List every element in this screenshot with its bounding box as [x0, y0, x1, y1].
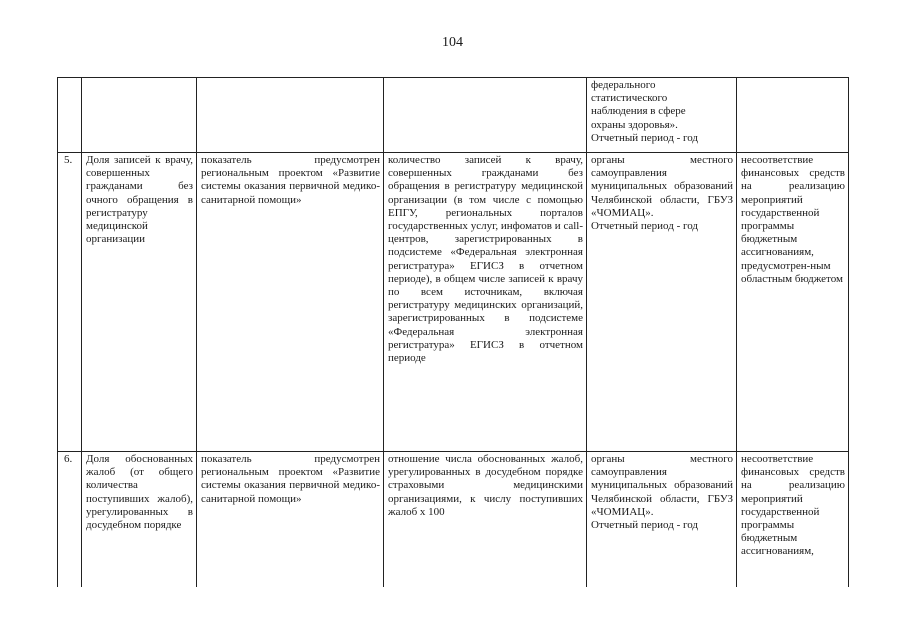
row-number-cell: 5.: [58, 153, 82, 452]
indicator-name-cell: Доля обоснованных жалоб (от общего количества поступивших жалоб), урегулированных в досудебном порядке: [82, 452, 197, 588]
table-row: [58, 78, 849, 153]
calculation-method-cell: отношение числа обоснованных жалоб, урегулированных в досудебном порядке страховыми медицинскими организациями, к числу поступивших жалоб х 100: [384, 452, 587, 588]
indicator-type-cell: [197, 78, 384, 153]
risks-cell: [737, 78, 849, 153]
risks-cell: несоответствие финансовых средств на реализацию мероприятий государственной программы бюджетным ассигнованиям,: [737, 452, 849, 588]
table-row: [58, 452, 849, 588]
indicators-table: [57, 77, 849, 587]
data-source-cell: органы местного самоуправления муниципальных образований Челябинской области, ГБУЗ «ЧОМИАЦ». Отчетный период - год: [587, 452, 737, 588]
indicator-name-cell: [82, 78, 197, 153]
calculation-method-cell: [384, 78, 587, 153]
indicator-type-cell: показатель предусмотрен региональным проектом «Развитие системы оказания первичной медико-санитарной помощи»: [197, 452, 384, 588]
risks-cell: несоответствие финансовых средств на реализацию мероприятий государственной программы бюджетным ассигнованиям, предусмотрен-ным областным бюджетом: [737, 153, 849, 452]
page-number: 104: [442, 35, 463, 50]
data-source-cell: органы местного самоуправления муниципальных образований Челябинской области, ГБУЗ «ЧОМИАЦ». Отчетный период - год: [587, 153, 737, 452]
indicator-name-cell: Доля записей к врачу, совершенных гражданами без очного обращения в регистратуру медицинской организации: [82, 153, 197, 452]
table-row: [58, 153, 849, 452]
indicator-type-cell: показатель предусмотрен региональным проектом «Развитие системы оказания первичной медико-санитарной помощи»: [197, 153, 384, 452]
calculation-method-cell: количество записей к врачу, совершенных гражданами без обращения в регистратуру медицинской организации (в том числе с помощью ЕПГУ, региональных порталов государственных услуг, инфоматов и call-центров, зарегистрированных в подсистеме «Федеральная электронная регистратура» ЕГИСЗ в отчетном периоде), в общем числе записей к врачу по всем источникам, включая регистратуру медицинских организаций, зарегистрированных в подсистеме «Федеральная электронная регистратура» ЕГИСЗ в отчетном периоде: [384, 153, 587, 452]
data-source-cell: федерального статистического наблюдения в сфере охраны здоровья». Отчетный период - год: [587, 78, 737, 153]
row-number-cell: 6.: [58, 452, 82, 588]
row-number-cell: [58, 78, 82, 153]
